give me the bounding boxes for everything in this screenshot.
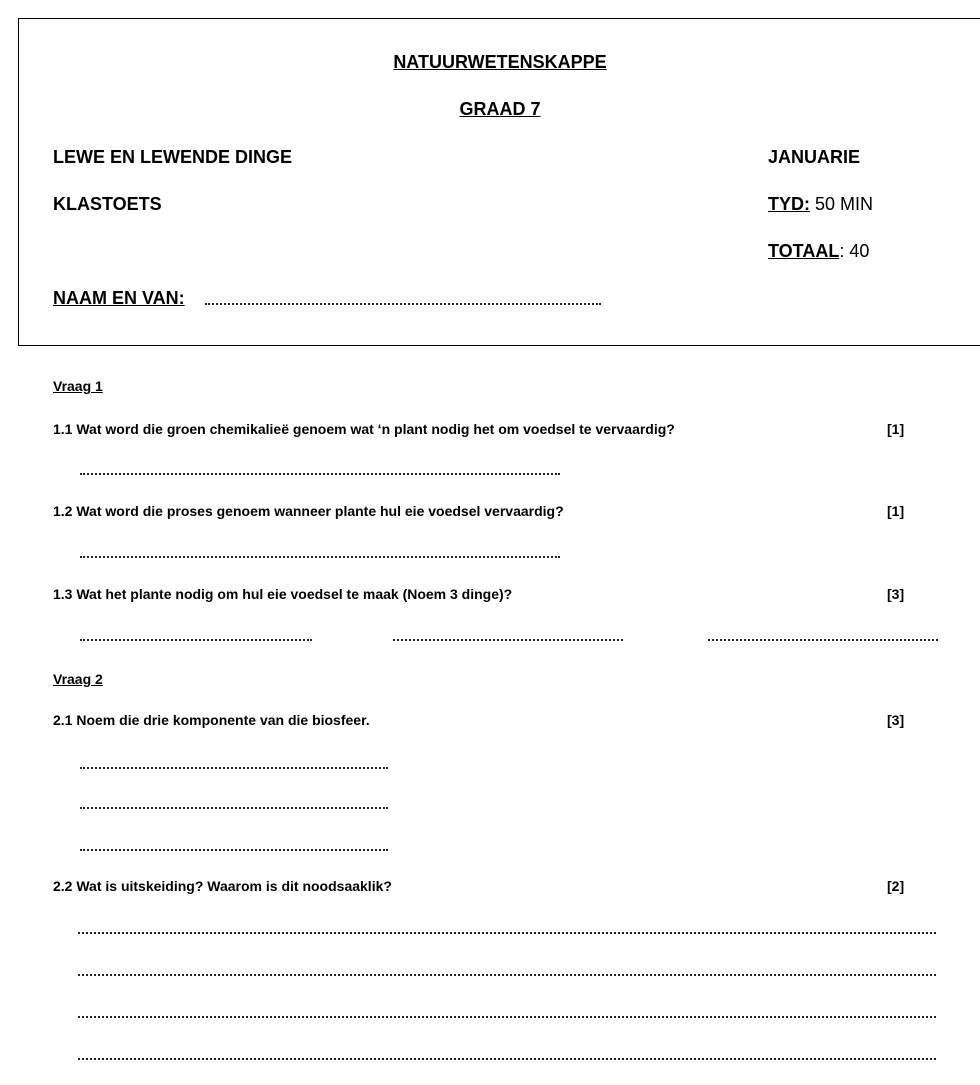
time-label: TYD:	[768, 194, 810, 214]
question-marks: [1]	[887, 421, 905, 437]
answer-line[interactable]	[78, 1058, 936, 1060]
answer-line[interactable]	[80, 473, 560, 475]
answer-line[interactable]	[80, 639, 312, 641]
time-value: 50 MIN	[810, 194, 874, 214]
answer-line[interactable]	[78, 974, 936, 976]
answer-line[interactable]	[708, 639, 938, 641]
answer-line[interactable]	[78, 932, 936, 934]
topic: LEWE EN LEWENDE DINGE	[53, 147, 293, 167]
total	[768, 241, 869, 262]
name-answer-line[interactable]	[205, 303, 601, 305]
answer-line[interactable]	[78, 1016, 936, 1018]
subject-title: NATUURWETENSKAPPE	[393, 52, 607, 72]
answer-line[interactable]	[80, 767, 388, 769]
answer-line[interactable]	[393, 639, 623, 641]
answer-line[interactable]	[80, 807, 388, 809]
month: JANUARIE	[768, 147, 861, 167]
answer-line[interactable]	[80, 849, 388, 851]
time	[768, 194, 873, 215]
section-title: Vraag 1	[53, 378, 103, 394]
question-marks: [1]	[887, 503, 905, 519]
question-text: 2.1 Noem die drie komponente van die biosfeer.	[53, 712, 370, 728]
section-title: Vraag 2	[53, 671, 103, 687]
question-text: 1.2 Wat word die proses genoem wanneer plante hul eie voedsel vervaardig?	[53, 503, 564, 519]
total-value: : 40	[839, 241, 870, 261]
answer-line[interactable]	[80, 556, 560, 558]
question-marks: [2]	[887, 878, 905, 894]
question-marks: [3]	[887, 586, 905, 602]
total-label: TOTAAL	[768, 241, 840, 261]
question-text: 2.2 Wat is uitskeiding? Waarom is dit noodsaaklik?	[53, 878, 392, 894]
question-text: 1.1 Wat word die groen chemikalieë genoem wat ‘n plant nodig het om voedsel te vervaardig?	[53, 421, 675, 437]
test-type: KLASTOETS	[53, 194, 162, 214]
name-label: NAAM EN VAN:	[53, 288, 185, 308]
question-marks: [3]	[887, 712, 905, 728]
question-text: 1.3 Wat het plante nodig om hul eie voedsel te maak (Noem 3 dinge)?	[53, 586, 513, 602]
grade-title: GRAAD 7	[459, 99, 541, 119]
